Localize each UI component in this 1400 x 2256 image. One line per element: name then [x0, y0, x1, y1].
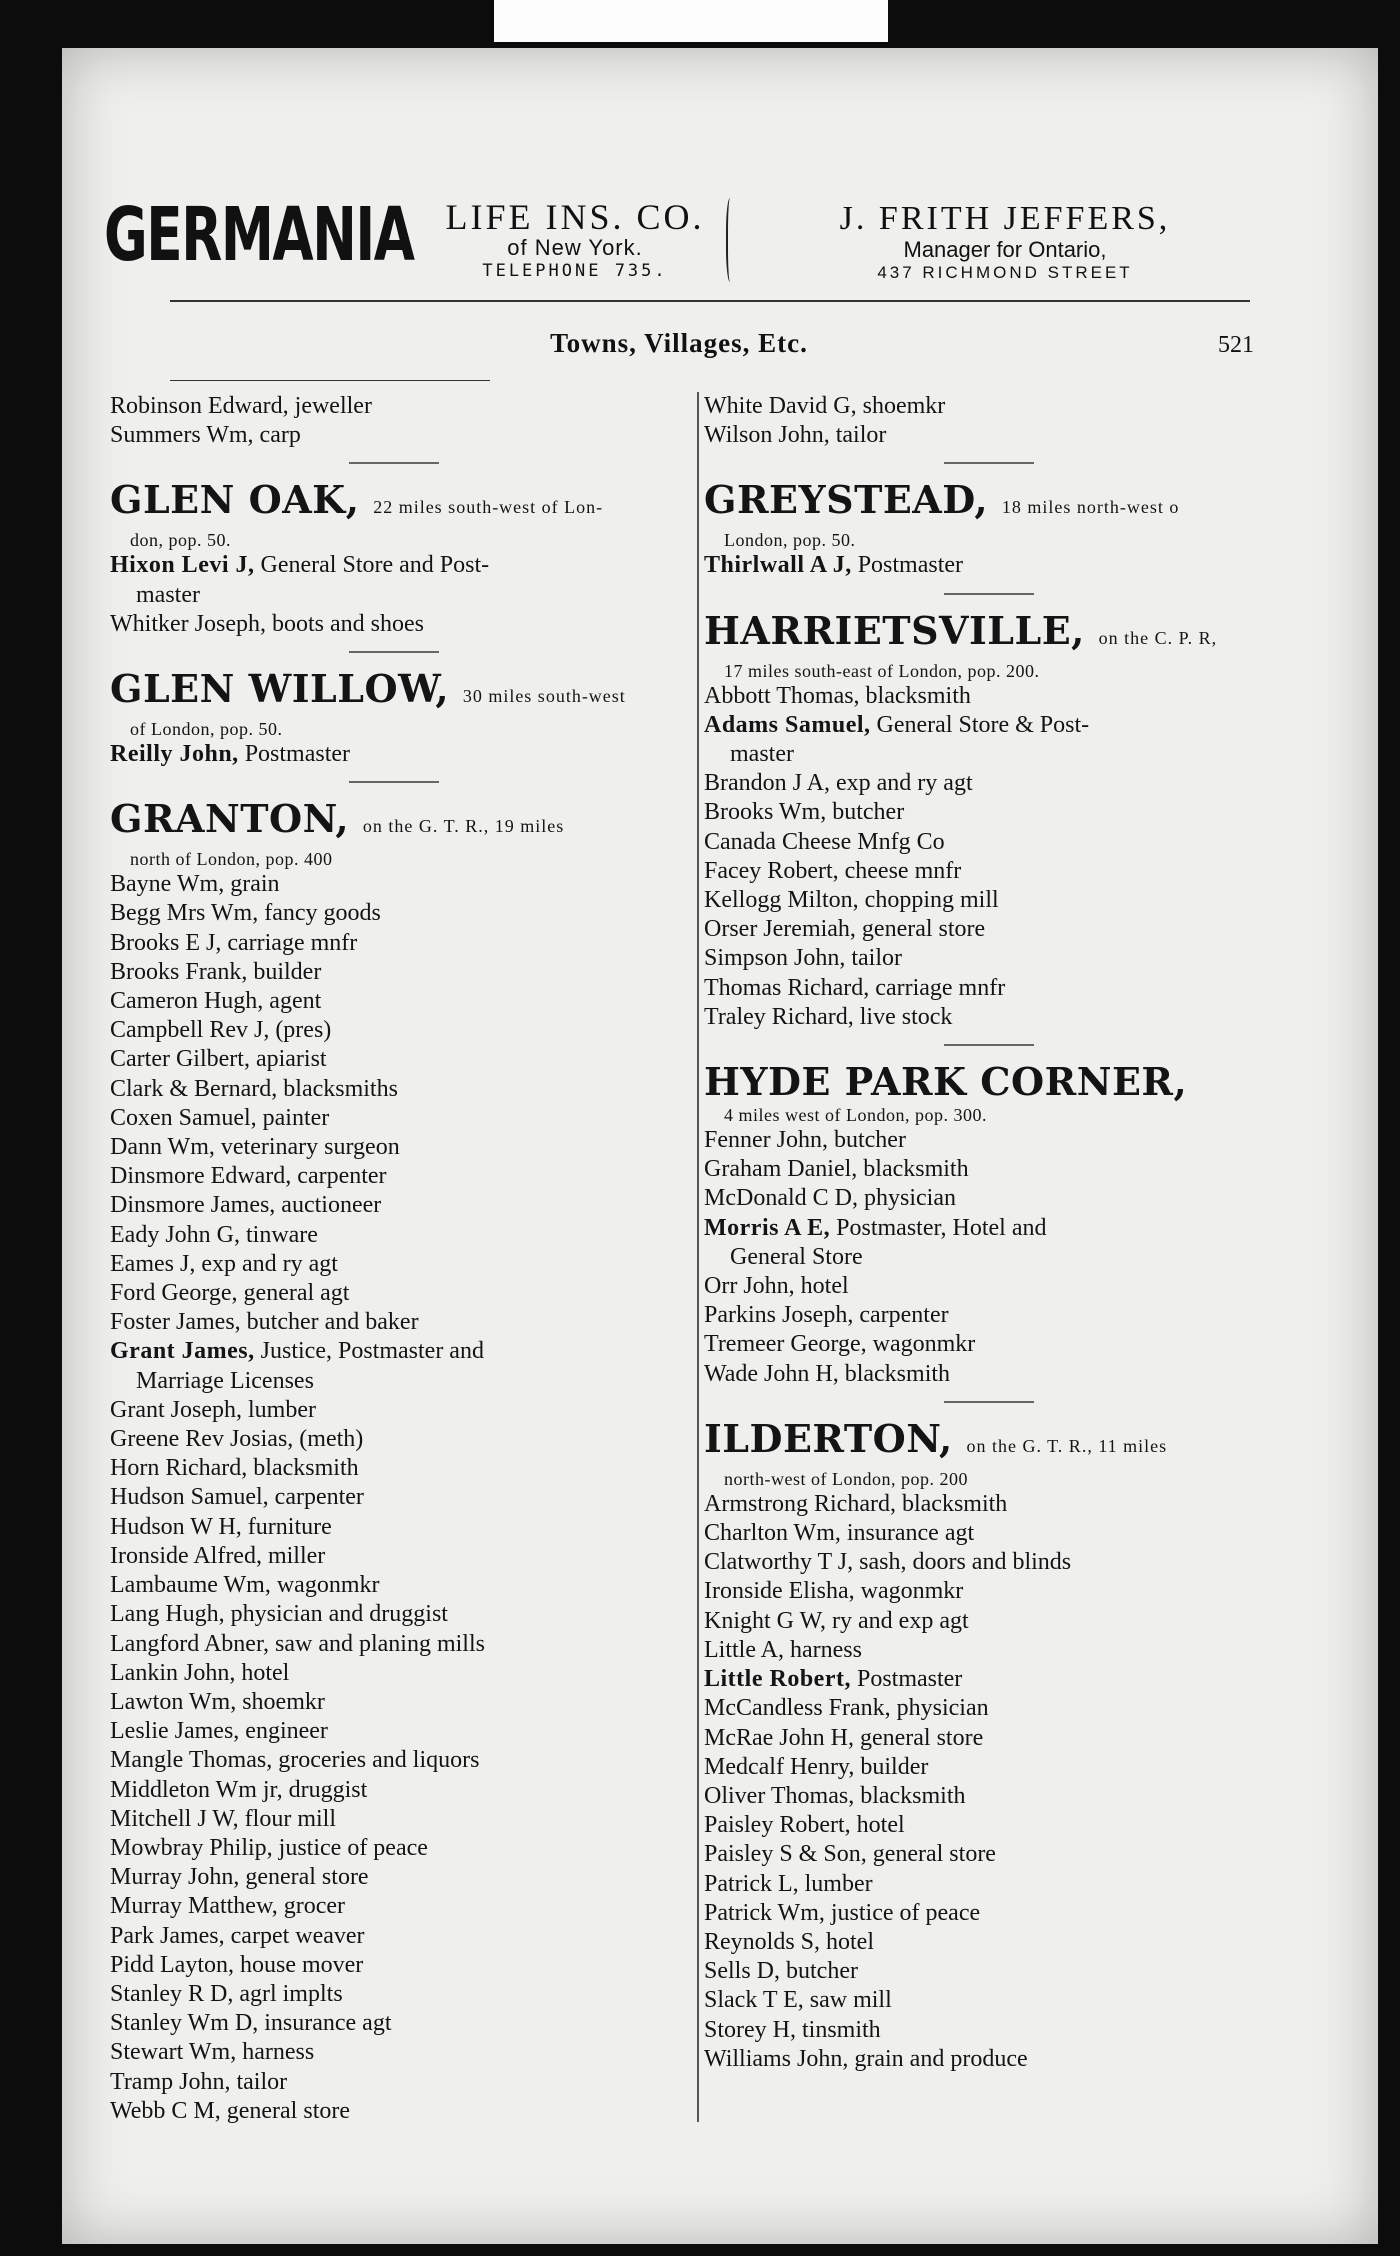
entry-name: Canada Cheese Mnfg Co [704, 828, 945, 855]
list-item [704, 1840, 1274, 1869]
list-item [704, 1694, 1274, 1723]
list-item [110, 2068, 678, 2097]
list-item [110, 899, 678, 928]
entry-name: Ford George, general agt [110, 1280, 350, 1307]
entry-name: Webb C M, general store [110, 2097, 350, 2124]
entry-name: Williams John, grain and produce [704, 2045, 1028, 2072]
town-description: on the G. T. R., 11 miles [966, 1435, 1168, 1456]
ad-brace-divider [726, 198, 736, 282]
list-item [110, 1863, 678, 1892]
postmaster-entry [110, 1337, 678, 1366]
entry-name: Murray John, general store [110, 1864, 369, 1891]
scan-top-strip [494, 0, 888, 42]
entry-name: Simpson John, tailor [704, 945, 903, 972]
right-column [704, 392, 1274, 2074]
town-section [704, 609, 1274, 1032]
town-section [110, 478, 678, 639]
town-heading [704, 478, 1274, 529]
list-item [110, 1600, 678, 1629]
list-item [110, 1717, 678, 1746]
entry-name: Hixon Levi J, [110, 552, 255, 579]
town-heading [704, 1417, 1274, 1468]
town-description-cont: north of London, pop. 400 [130, 849, 333, 870]
list-item [110, 1688, 678, 1717]
list-item [110, 1221, 678, 1250]
list-item [704, 2045, 1274, 2074]
list-item [110, 987, 678, 1016]
entry-name: Lambaume Wm, wagonmkr [110, 1572, 380, 1599]
town-name: GRANTON, [110, 796, 350, 842]
town-description: on the C. P. R, [1098, 627, 1218, 648]
ad-company-block [420, 198, 730, 282]
column-separator [697, 392, 699, 2122]
list-item [704, 1272, 1274, 1301]
town-description: 18 miles north-west o [1001, 497, 1180, 518]
list-item [110, 958, 678, 987]
entry-detail: Postmaster [238, 741, 351, 768]
list-item [110, 610, 678, 639]
list-item [110, 1483, 678, 1512]
entry-name: Stanley R D, agrl implts [110, 1980, 343, 2007]
entry-name: Foster James, butcher and baker [110, 1309, 419, 1336]
town-name: GLEN WILLOW, [110, 666, 450, 712]
ad-address: 437 RICHMOND STREET [877, 263, 1133, 282]
list-item [704, 886, 1274, 915]
entry-name: Coxen Samuel, painter [110, 1104, 330, 1131]
entry-name: Brandon J A, exp and ry agt [704, 770, 973, 797]
list-item [110, 1162, 678, 1191]
town-heading [704, 1060, 1274, 1104]
section-divider [944, 593, 1034, 595]
list-item [704, 1870, 1274, 1899]
entry-name: Park James, carpet weaver [110, 1922, 365, 1949]
list-item [704, 1928, 1274, 1957]
list-item [704, 1126, 1274, 1155]
entry-name: Dann Wm, veterinary surgeon [110, 1134, 400, 1161]
entry-name: Pidd Layton, house mover [110, 1951, 364, 1978]
town-section [704, 1060, 1274, 1389]
entry-name: Cameron Hugh, agent [110, 988, 322, 1015]
list-item [704, 392, 1274, 421]
list-item [704, 682, 1274, 711]
list-item [704, 974, 1274, 1003]
entry-detail: General Store & Post- [870, 711, 1090, 738]
page-number: 521 [1218, 332, 1254, 358]
section-divider [944, 462, 1034, 464]
entry-name: Knight G W, ry and exp agt [704, 1607, 969, 1634]
entry-name: Eady John G, tinware [110, 1221, 318, 1248]
running-head-title: Towns, Villages, Etc. [550, 328, 808, 358]
town-section [704, 1417, 1274, 2074]
town-name: HYDE PARK CORNER, [704, 1059, 1188, 1105]
list-item [110, 1746, 678, 1775]
town-section [110, 797, 678, 2126]
entry-name: Patrick Wm, justice of peace [704, 1899, 981, 1926]
postmaster-entry [704, 711, 1274, 740]
entry-name: Summers Wm, carp [110, 422, 301, 449]
entry-name: Patrick L, lumber [704, 1870, 873, 1897]
list-item [110, 2038, 678, 2067]
list-item [704, 1003, 1274, 1032]
entry-name: Murray Matthew, grocer [110, 1893, 346, 1920]
entry-name: Mowbray Philip, justice of peace [110, 1834, 428, 1861]
list-item [110, 1892, 678, 1921]
entry-name: Tremeer George, wagonmkr [704, 1331, 976, 1358]
entry-name: Wilson John, tailor [704, 422, 887, 449]
entry-name: Adams Samuel, [704, 711, 871, 738]
list-item [704, 1548, 1274, 1577]
list-item [110, 392, 678, 421]
list-item [704, 1184, 1274, 1213]
entry-name: Hudson W H, furniture [110, 1513, 332, 1540]
town-description: 30 miles south-west [462, 686, 626, 707]
entry-detail: General Store and Post- [254, 552, 490, 579]
entry-name: Slack T E, saw mill [704, 1987, 892, 2014]
town-heading [110, 667, 678, 718]
entry-name: Sells D, butcher [704, 1958, 858, 1985]
entry-name: White David G, shoemkr [704, 393, 946, 419]
list-item [704, 1724, 1274, 1753]
list-item [704, 1782, 1274, 1811]
list-item [704, 1957, 1274, 1986]
list-item [704, 1607, 1274, 1636]
list-item [704, 944, 1274, 973]
entry-name: Ironside Alfred, miller [110, 1542, 326, 1569]
town-description-cont: of London, pop. 50. [130, 719, 283, 740]
entry-name: Thomas Richard, carriage mnfr [704, 974, 1006, 1001]
entry-name: Oliver Thomas, blacksmith [704, 1782, 966, 1809]
entry-name: Bayne Wm, grain [110, 871, 280, 898]
town-section [704, 478, 1274, 580]
entry-name: Thirlwall A J, [704, 552, 852, 579]
entry-name: McDonald C D, physician [704, 1185, 956, 1212]
entry-name: Whitker Joseph, boots and shoes [110, 610, 424, 637]
entry-name: Charlton Wm, insurance agt [704, 1520, 975, 1547]
list-item [704, 1155, 1274, 1184]
entry-name: McRae John H, general store [704, 1724, 984, 1751]
list-item [110, 1571, 678, 1600]
header-rule [170, 300, 1250, 302]
entry-name: Campbell Rev J, (pres) [110, 1017, 332, 1044]
list-item [704, 1577, 1274, 1606]
list-item [704, 2016, 1274, 2045]
list-item [704, 798, 1274, 827]
entry-name: Clark & Bernard, blacksmiths [110, 1075, 398, 1102]
list-item [110, 421, 678, 450]
entry-name: Reynolds S, hotel [704, 1928, 875, 1955]
entry-name: Begg Mrs Wm, fancy goods [110, 900, 381, 927]
ad-agent-block [750, 200, 1260, 284]
entry-name: Grant James, [110, 1338, 255, 1365]
entry-name: Dinsmore Edward, carpenter [110, 1163, 387, 1190]
list-item [704, 1753, 1274, 1782]
list-item [704, 1986, 1274, 2015]
list-item [704, 1899, 1274, 1928]
entry-continuation: General Store [730, 1243, 863, 1270]
entry-name: Reilly John, [110, 741, 239, 768]
list-item [110, 1542, 678, 1571]
postmaster-entry [704, 1665, 1274, 1694]
entry-name: Greene Rev Josias, (meth) [110, 1426, 364, 1453]
entry-name: McCandless Frank, physician [704, 1695, 989, 1722]
town-name: GLEN OAK, [110, 477, 360, 523]
entry-name: Langford Abner, saw and planing mills [110, 1630, 485, 1657]
entry-continuation: Marriage Licenses [136, 1367, 314, 1394]
entry-continuation: master [136, 581, 200, 608]
list-item [110, 1191, 678, 1220]
list-item [704, 1301, 1274, 1330]
list-item [110, 1016, 678, 1045]
ad-telephone: TELEPHONE 735. [482, 261, 668, 281]
ad-location: of New York. [507, 235, 643, 260]
entry-name: Tramp John, tailor [110, 2068, 288, 2095]
list-item [110, 929, 678, 958]
section-divider [349, 651, 439, 653]
entry-name: Armstrong Richard, blacksmith [704, 1490, 1008, 1517]
entry-name: Lang Hugh, physician and druggist [110, 1601, 448, 1628]
list-item [110, 1805, 678, 1834]
entry-continuation: master [730, 741, 794, 768]
list-item [110, 1308, 678, 1337]
postmaster-entry [704, 551, 1274, 580]
entry-name: Grant Joseph, lumber [110, 1396, 316, 1423]
list-item [704, 915, 1274, 944]
entry-detail: Postmaster, Hotel and [830, 1214, 1047, 1241]
town-section [110, 667, 678, 769]
list-item [110, 1951, 678, 1980]
entry-name: Eames J, exp and ry agt [110, 1250, 338, 1277]
entry-name: Horn Richard, blacksmith [110, 1455, 359, 1482]
list-item [704, 1811, 1274, 1840]
list-item [110, 1075, 678, 1104]
entry-name: Lawton Wm, shoemkr [110, 1688, 325, 1715]
list-item [110, 1513, 678, 1542]
list-item [110, 1279, 678, 1308]
entry-name: Storey H, tinsmith [704, 2016, 881, 2043]
town-description-cont: 4 miles west of London, pop. 300. [724, 1105, 987, 1126]
entry-name: Hudson Samuel, carpenter [110, 1484, 364, 1511]
entry-name: Brooks Frank, builder [110, 958, 322, 985]
entry-name: Carter Gilbert, apiarist [110, 1046, 327, 1073]
entry-name: Stanley Wm D, insurance agt [110, 2010, 392, 2037]
entry-name: Brooks E J, carriage mnfr [110, 929, 358, 956]
list-item [110, 1776, 678, 1805]
list-item [110, 1659, 678, 1688]
section-divider [349, 462, 439, 464]
list-item [110, 1980, 678, 2009]
entry-name: Morris A E, [704, 1214, 831, 1241]
running-head-rule-left [170, 380, 490, 381]
ad-brand: GERMANIA [104, 192, 414, 278]
town-name: HARRIETSVILLE, [704, 607, 1085, 653]
ad-agent-name: J. FRITH JEFFERS, [839, 200, 1171, 237]
list-item [110, 1630, 678, 1659]
postmaster-entry [110, 551, 678, 580]
entry-name: Orser Jeremiah, general store [704, 916, 986, 943]
town-description-cont: 17 miles south-east of London, pop. 200. [724, 660, 1040, 681]
town-name: ILDERTON, [704, 1415, 953, 1461]
entry-name: Wade John H, blacksmith [704, 1360, 951, 1387]
town-description-cont: don, pop. 50. [130, 530, 231, 551]
list-item [110, 1454, 678, 1483]
list-item [704, 1636, 1274, 1665]
entry-name: Parkins Joseph, carpenter [704, 1302, 949, 1329]
entry-name: Medcalf Henry, builder [704, 1753, 929, 1780]
list-item [110, 2097, 678, 2126]
entry-name: Facey Robert, cheese mnfr [704, 857, 962, 884]
list-item [704, 421, 1274, 450]
list-item [704, 1490, 1274, 1519]
town-name: GREYSTEAD, [704, 477, 989, 523]
entry-name: Leslie James, engineer [110, 1718, 328, 1745]
entry-name: Abbott Thomas, blacksmith [704, 682, 971, 709]
section-divider [349, 781, 439, 783]
town-heading [110, 797, 678, 848]
list-item [110, 1045, 678, 1074]
entry-name: Little Robert, [704, 1666, 851, 1693]
entry-name: Orr John, hotel [704, 1273, 849, 1300]
town-description: on the G. T. R., 19 miles [362, 816, 565, 837]
running-head [104, 328, 1254, 364]
entry-name: Stewart Wm, harness [110, 2039, 315, 2066]
entry-name: Robinson Edward, jeweller [110, 393, 372, 419]
town-description-cont: north-west of London, pop. 200 [724, 1468, 968, 1489]
list-item [704, 828, 1274, 857]
entry-name: Little A, harness [704, 1636, 862, 1663]
left-column [110, 392, 678, 2126]
list-item [110, 1133, 678, 1162]
advertisement-header [104, 140, 1254, 290]
list-item [110, 1250, 678, 1279]
entry-name: Brooks Wm, butcher [704, 799, 905, 826]
entry-name: Traley Richard, live stock [704, 1003, 953, 1030]
entry-detail: Justice, Postmaster and [254, 1338, 484, 1365]
town-heading [704, 609, 1274, 660]
postmaster-entry [110, 740, 678, 769]
entry-name: Graham Daniel, blacksmith [704, 1156, 969, 1183]
list-item [704, 1330, 1274, 1359]
section-divider [944, 1401, 1034, 1403]
list-item [110, 1425, 678, 1454]
entry-name: Mangle Thomas, groceries and liquors [110, 1747, 480, 1774]
ad-company: LIFE INS. CO. [445, 197, 705, 237]
list-item [110, 870, 678, 899]
list-item [110, 1104, 678, 1133]
entry-name: Middleton Wm jr, druggist [110, 1776, 368, 1803]
list-item [110, 1922, 678, 1951]
list-item [110, 1834, 678, 1863]
entry-name: Kellogg Milton, chopping mill [704, 887, 999, 914]
town-description: 22 miles south-west of Lon- [373, 497, 604, 518]
entry-detail: Postmaster [850, 1666, 963, 1693]
entry-detail: Postmaster [851, 552, 964, 579]
list-item [704, 857, 1274, 886]
list-item [110, 2009, 678, 2038]
entry-name: Paisley Robert, hotel [704, 1812, 905, 1839]
entry-name: Mitchell J W, flour mill [110, 1805, 336, 1832]
town-heading [110, 478, 678, 529]
list-item [704, 1519, 1274, 1548]
entry-name: Dinsmore James, auctioneer [110, 1192, 382, 1219]
list-item [110, 1396, 678, 1425]
entry-name: Ironside Elisha, wagonmkr [704, 1578, 964, 1605]
list-item [704, 1360, 1274, 1389]
entry-name: Lankin John, hotel [110, 1659, 290, 1686]
entry-name: Paisley S & Son, general store [704, 1841, 996, 1868]
postmaster-entry [704, 1214, 1274, 1243]
section-divider [944, 1044, 1034, 1046]
ad-agent-title: Manager for Ontario, [903, 237, 1107, 262]
entry-name: Fenner John, butcher [704, 1127, 906, 1154]
list-item [704, 769, 1274, 798]
entry-name: Clatworthy T J, sash, doors and blinds [704, 1549, 1072, 1576]
town-description-cont: London, pop. 50. [724, 530, 856, 551]
